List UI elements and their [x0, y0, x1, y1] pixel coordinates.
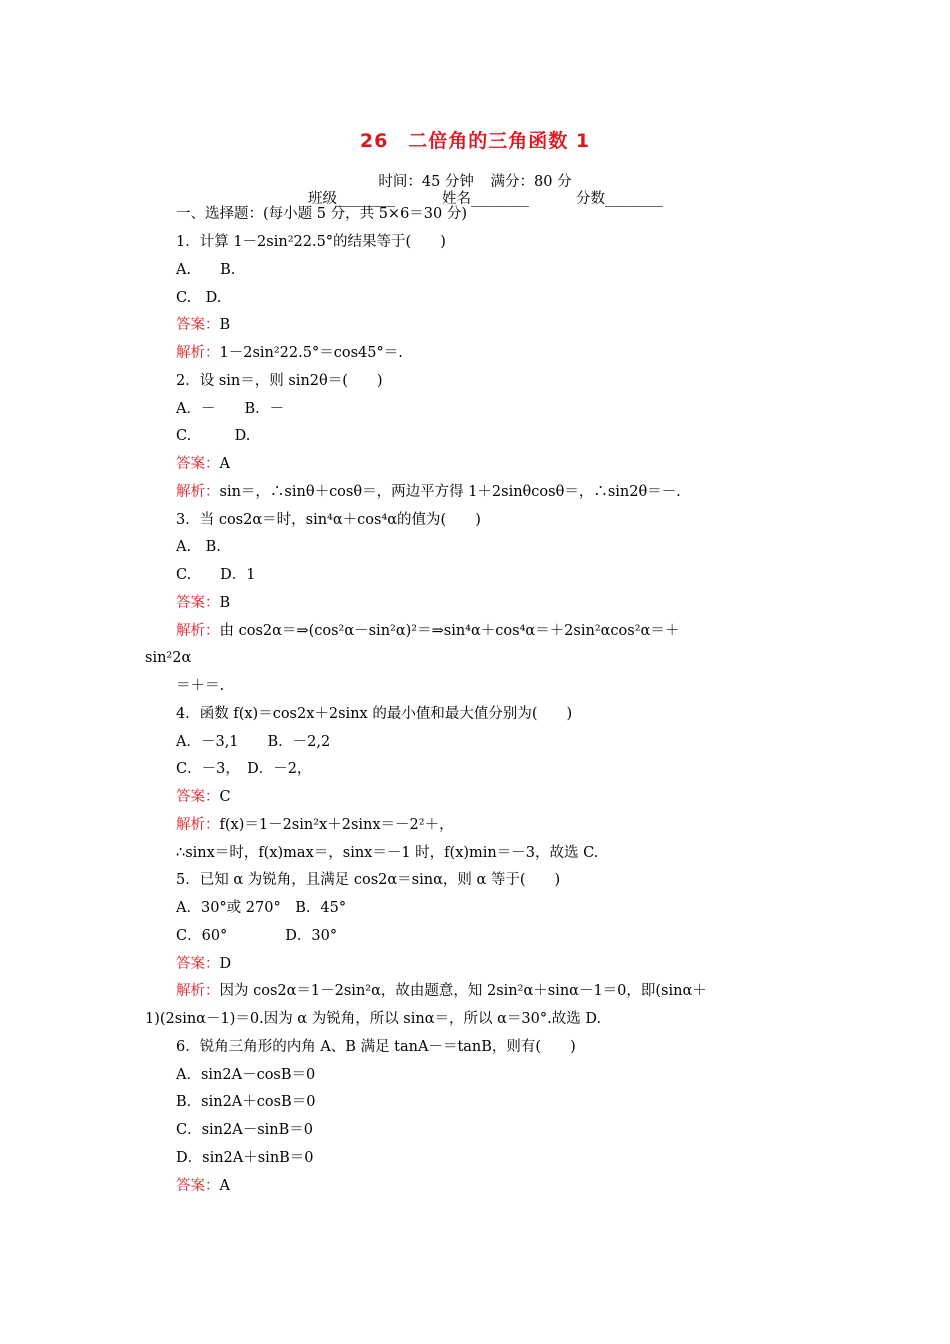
answer-label: 答案：: [176, 955, 220, 972]
line-text: 1．计算 1－2sin²22.5°的结果等于( ): [176, 234, 446, 250]
line-text: 4．函数 f(x)＝cos2x＋2sinx 的最小值和最大值分别为( ): [176, 705, 573, 722]
line-text: C．－3， D．－2，: [176, 761, 312, 778]
name-field: 姓名________: [442, 191, 529, 207]
option-line: [176, 759, 311, 779]
line-text: A．sin2A－cosB＝0: [176, 1066, 316, 1083]
answer-line: [176, 815, 454, 835]
option-line: [176, 732, 330, 752]
line-text: 2．设 sin＝，则 sin2θ＝( ): [176, 372, 383, 389]
time-limit: 时间：45 分钟: [378, 174, 474, 190]
line-text: ∴sinx＝时，f(x)max＝，sinx＝－1 时，f(x)min＝－3，故选 C.: [176, 844, 599, 861]
line-text: A: [219, 456, 230, 472]
line-text: 6．锐角三角形的内角 A、B 满足 tanA－＝tanB，则有( ): [176, 1038, 576, 1055]
answer-line: [176, 343, 403, 363]
answer-label: 答案：: [176, 317, 220, 334]
option-line: [176, 399, 284, 419]
line-text: 由 cos2α＝⇒(cos²α－sin²α)²＝⇒sin⁴α＋cos⁴α＝＋2sin²αcos²α＝＋: [219, 622, 680, 639]
answer-line: [176, 454, 230, 474]
answer-label: 答案：: [176, 594, 220, 611]
line-text: ＝＋＝.: [176, 678, 225, 694]
question-line: [176, 510, 481, 530]
full-score: 满分：80 分: [490, 174, 572, 190]
line-text: A．－ B．－: [176, 400, 285, 417]
option-line: [176, 1148, 314, 1168]
option-line: [176, 926, 337, 946]
answer-label: 解析：: [176, 983, 220, 1000]
answer-line: [176, 1176, 230, 1196]
question-line: [176, 704, 572, 724]
text-line: [176, 843, 598, 863]
line-text: 1－2sin²22.5°＝cos45°＝.: [219, 345, 403, 361]
question-line: [176, 870, 560, 890]
line-text: 因为 cos2α＝1－2sin²α，故由题意，知 2sin²α＋sinα－1＝0，即(sinα＋: [219, 983, 707, 1000]
option-line: [176, 565, 256, 585]
option-line: [176, 898, 346, 918]
question-line: [176, 371, 383, 391]
section-heading: 一、选择题：(每小题 5 分，共 5×6＝30 分): [176, 206, 468, 222]
line-text: A. B.: [176, 261, 236, 278]
answer-line: [176, 593, 230, 613]
line-text: f(x)＝1－2sin²x＋2sinx＝－2²＋，: [219, 816, 454, 833]
question-line: [176, 232, 446, 252]
text-line: [145, 1009, 601, 1029]
line-text: A. B.: [176, 539, 221, 556]
option-line: [176, 537, 221, 557]
line-text: B: [219, 317, 231, 334]
line-text: C. D.: [176, 289, 222, 306]
line-text: A．－3,1 B．－2,2: [176, 733, 331, 750]
option-line: [176, 1120, 313, 1140]
answer-label: 答案：: [176, 456, 220, 472]
line-text: C. D．1: [176, 567, 256, 583]
answer-line: [176, 787, 231, 807]
question-line: [176, 1037, 576, 1057]
option-line: [176, 260, 235, 280]
line-text: A: [219, 1177, 230, 1194]
text-line: [145, 648, 191, 668]
line-text: B: [219, 594, 231, 611]
option-line: [176, 1065, 315, 1085]
class-field: 班级________: [308, 191, 395, 207]
answer-label: 答案：: [176, 789, 220, 805]
answer-line: [176, 981, 707, 1001]
answer-line: [176, 954, 231, 974]
line-text: D: [219, 955, 232, 972]
answer-line: [176, 315, 230, 335]
option-line: [176, 288, 221, 308]
answer-label: 答案：: [176, 1177, 220, 1194]
line-text: B．sin2A＋cosB＝0: [176, 1094, 316, 1111]
option-line: [176, 1092, 315, 1112]
line-text: sin＝，∴sinθ＋cosθ＝，两边平方得 1＋2sinθcosθ＝，∴sin2θ＝－.: [219, 483, 681, 500]
line-text: C．60° D．30°: [176, 927, 338, 944]
line-text: 3．当 cos2α＝时，sin⁴α＋cos⁴α的值为( ): [176, 511, 481, 528]
option-line: [176, 426, 250, 446]
line-text: C: [219, 789, 231, 805]
answer-label: 解析：: [176, 816, 220, 833]
score-field: 分数________: [576, 191, 663, 207]
line-text: C. D.: [176, 428, 251, 445]
line-text: sin²2α: [145, 650, 192, 667]
line-text: D．sin2A＋sinB＝0: [176, 1149, 314, 1166]
answer-line: [176, 621, 679, 641]
line-text: C．sin2A－sinB＝0: [176, 1122, 314, 1138]
answer-line: [176, 482, 681, 502]
line-text: 5．已知 α 为锐角，且满足 cos2α＝sinα，则 α 等于( ): [176, 872, 561, 889]
line-text: A．30°或 270° B．45°: [176, 900, 347, 916]
page-title: 26 二倍角的三角函数 1: [359, 130, 591, 152]
line-text: 1)(2sinα－1)＝0.因为 α 为锐角，所以 sinα＝，所以 α＝30°.故选 D.: [145, 1011, 602, 1027]
answer-label: 解析：: [176, 483, 220, 500]
text-line: [176, 676, 224, 696]
answer-label: 解析：: [176, 622, 220, 639]
answer-label: 解析：: [176, 345, 220, 361]
